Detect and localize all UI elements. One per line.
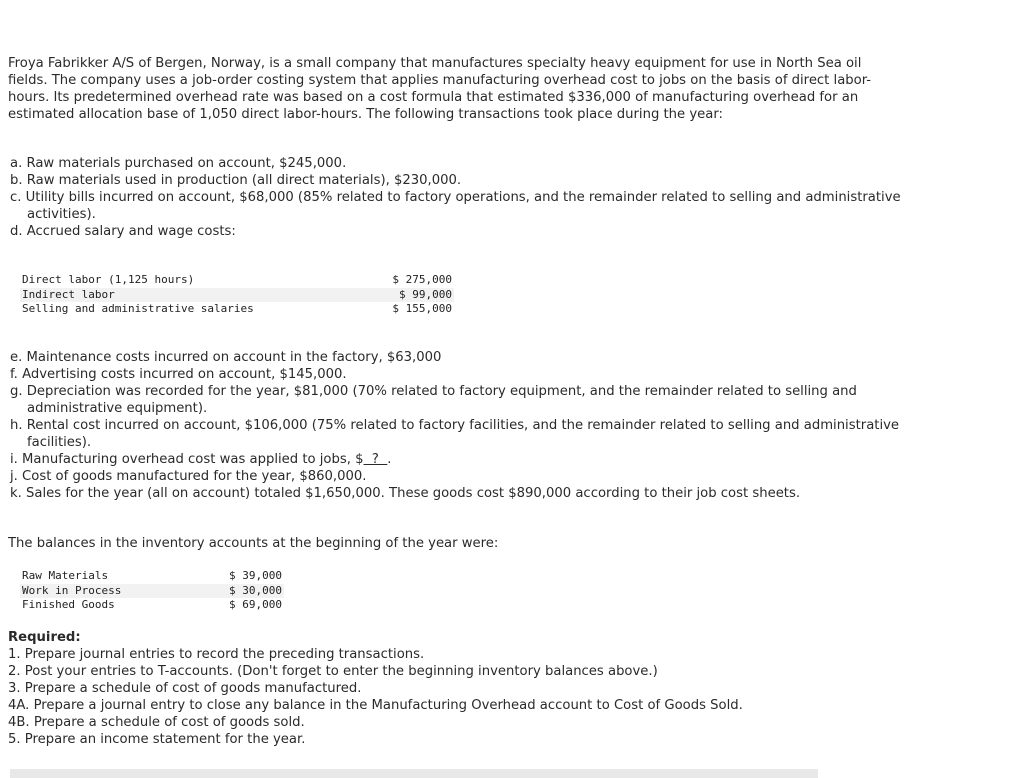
table-row (20, 569, 284, 584)
requirement-1: 1. Prepare journal entries to record the preceding transactions. (8, 647, 425, 662)
balances-intro: The balances in the inventory accounts at the beginning of the year were: (8, 536, 499, 551)
transaction-h: h. Rental cost incurred on account, $106,000 (75% related to factory facilities, and the remainder related to selling and administrative facilities). (10, 418, 900, 450)
transaction-f: f. Advertising costs incurred on account, $145,000. (10, 367, 347, 382)
transaction-i-period: . (387, 452, 392, 467)
inventory-amount: $ 39,000 (229, 569, 282, 582)
requirements-list (8, 646, 743, 748)
transaction-j: j. Cost of goods manufactured for the year, $860,000. (10, 469, 367, 484)
transaction-i (10, 451, 905, 468)
requirement-2: 2. Post your entries to T-accounts. (Don't forget to enter the beginning inventory balances above.) (8, 664, 658, 679)
transaction-d: d. Accrued salary and wage costs: (10, 224, 236, 239)
answer-blank: ? (363, 452, 388, 467)
requirement-3: 3. Prepare a schedule of cost of goods manufactured. (8, 681, 362, 696)
inventory-balances-table (20, 569, 284, 613)
requirement-4a: 4A. Prepare a journal entry to close any balance in the Manufacturing Overhead account to Cost of Goods Sold. (8, 698, 743, 713)
wage-costs-table (20, 273, 454, 317)
table-row (20, 302, 454, 317)
wage-amount: $ 275,000 (392, 273, 452, 286)
transaction-k: k. Sales for the year (all on account) totaled $1,650,000. These goods cost $890,000 according to their job cost sheets. (10, 486, 801, 501)
transaction-g: g. Depreciation was recorded for the year, $81,000 (70% related to factory equipment, and the remainder related to selling and administrative equipment). (10, 384, 857, 416)
transaction-i-text: i. Manufacturing overhead cost was applied to jobs, $ (10, 452, 364, 467)
transaction-list-e-k (10, 349, 905, 502)
transaction-e: e. Maintenance costs incurred on account in the factory, $63,000 (10, 350, 442, 365)
horizontal-scrollbar[interactable] (10, 769, 818, 778)
inventory-label: Finished Goods (22, 598, 115, 612)
transaction-list-a-d (10, 155, 905, 240)
inventory-amount: $ 30,000 (214, 584, 284, 599)
inventory-amount: $ 69,000 (229, 598, 282, 612)
problem-intro: Froya Fabrikker A/S of Bergen, Norway, is a small company that manufactures specialty heavy equipment for use in North Sea oil fields. The company uses a job-order costing system that applies manufacturing overhead cost to jobs on the basis of direct labor-hours. Its predetermined overhead rate was based on a cost formula that estimated $336,000 of manufacturing overhead for an estimated allocation base of 1,050 direct labor-hours. The following transactions took place during the year: (8, 56, 872, 122)
wage-amount: $ 155,000 (392, 302, 452, 316)
inventory-label: Work in Process (20, 584, 214, 599)
table-row (20, 584, 284, 599)
wage-amount: $ 99,000 (384, 288, 454, 303)
transaction-b: b. Raw materials used in production (all direct materials), $230,000. (10, 173, 462, 188)
wage-label: Direct labor (1,125 hours) (22, 273, 195, 286)
wage-label: Indirect labor (20, 288, 384, 303)
wage-label: Selling and administrative salaries (22, 302, 254, 316)
table-row (20, 273, 454, 288)
required-heading: Required: (8, 630, 81, 645)
requirement-5: 5. Prepare an income statement for the year. (8, 732, 306, 747)
transaction-c: c. Utility bills incurred on account, $68,000 (85% related to factory operations, and the remainder related to selling and administrative activities). (10, 190, 901, 222)
requirement-4b: 4B. Prepare a schedule of cost of goods sold. (8, 715, 305, 730)
inventory-label: Raw Materials (22, 569, 109, 582)
table-row (20, 288, 454, 303)
transaction-a: a. Raw materials purchased on account, $245,000. (10, 156, 347, 171)
table-row (20, 598, 284, 613)
